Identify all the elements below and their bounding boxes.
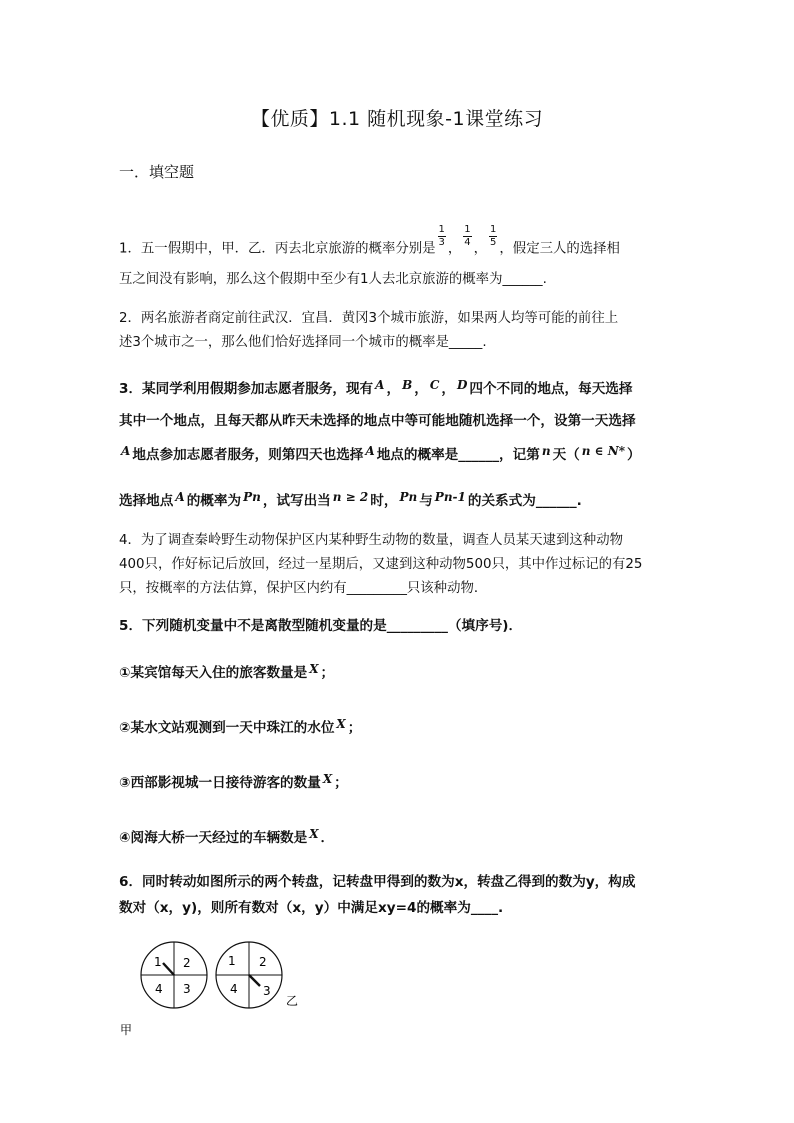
q1-sep-2: ， [473, 241, 488, 257]
spinner-figure [118, 933, 318, 1043]
spinner-left-pointer-icon [163, 963, 174, 975]
fraction-one-fourth: $\frac{1}{4}$ [464, 224, 471, 248]
spinner-left-number-1: 1 [154, 955, 162, 969]
fraction-one-fifth: $\frac{1}{5}$ [490, 224, 497, 248]
var-b: B [402, 378, 413, 392]
spinner-figure-svg [118, 933, 318, 1043]
var-x: X [309, 827, 319, 841]
question-2-line-2: 述3个城市之一，那么他们恰好选择同一个城市的概率是_____. [119, 335, 487, 350]
var-x: X [309, 662, 319, 676]
var-d: D [456, 378, 468, 392]
q1-sep-1: ， [447, 241, 462, 257]
q1-text-b: ，假定三人的选择相 [499, 241, 620, 257]
question-3-line-3: A 地点参加志愿者服务，则第四天也选择 A 地点的概率是______，记第 n 天（ n ∈ N* ） [121, 444, 641, 463]
question-3-line-1: 3．某同学利用假期参加志愿者服务，现有 A ， B ， C ， D 四个不同的地点，每天选择 [119, 378, 633, 397]
question-5-option-3: ③西部影视城一日接待游客的数量 X ； [119, 772, 348, 791]
var-x: X [322, 772, 333, 786]
q1-text-a: 1．五一假期中，甲．乙．丙去北京旅游的概率分别是 [119, 241, 436, 257]
condition-n-in-n: n ∈ N* [581, 444, 625, 458]
question-4-line-2: 400只，作好标记后放回，经过一星期后，又逮到这种动物500只，其中作过标记的有25 [119, 557, 643, 572]
var-a: A [121, 444, 131, 458]
question-5-option-2: ②某水文站观测到一天中珠江的水位 X ； [119, 717, 362, 736]
question-6-line-1: 6．同时转动如图所示的两个转盘，记转盘甲得到的数为x，转盘乙得到的数为y，构成 [119, 874, 636, 890]
spinner-right-number-3: 3 [263, 984, 271, 998]
fraction-one-third: $\frac{1}{3}$ [438, 224, 445, 248]
section-heading: 一．填空题 [119, 163, 195, 181]
var-a: A [375, 378, 385, 392]
spinner-left [120, 942, 207, 1037]
p-n: Pn [399, 490, 418, 504]
spinner-right-label: 乙 [286, 994, 299, 1008]
question-6-line-2: 数对（x，y)，则所有数对（x，y）中满足xy=4的概率为____. [119, 900, 504, 916]
question-4-line-1: 4．为了调查秦岭野生动物保护区内某种野生动物的数量，调查人员某天逮到这种动物 [119, 533, 623, 548]
spinner-left-label: 甲 [120, 1023, 133, 1037]
question-1-line-2: 互之间没有影响，那么这个假期中至少有1人去北京旅游的概率为______. [119, 272, 547, 287]
spinner-left-number-4: 4 [155, 982, 163, 996]
question-2-line-1: 2．两名旅游者商定前往武汉．宜昌．黄冈3个城市旅游，如果两人均等可能的前往上 [119, 311, 619, 326]
var-n: n [541, 444, 551, 458]
spinner-left-number-3: 3 [183, 982, 191, 996]
var-x: X [336, 717, 346, 731]
spinner-right [216, 942, 298, 1008]
var-a: A [175, 490, 185, 504]
condition-n-ge-2: n ≥ 2 [332, 490, 369, 504]
question-4-line-3: 只，按概率的方法估算，保护区内约有_________只该种动物． [119, 581, 488, 596]
question-3-line-4: 选择地点 A 的概率为 Pn ，试写出当 n ≥ 2 时， Pn 与 Pn-1 的关系式为______. [119, 490, 582, 509]
var-c: C [429, 378, 440, 392]
spinner-left-number-2: 2 [183, 956, 191, 970]
question-3-line-2: 其中一个地点，且每天都从昨天未选择的地点中等可能地随机选择一个，设第一天选择 [119, 413, 636, 429]
var-a: A [365, 444, 375, 458]
spinner-right-pointer-icon [249, 975, 260, 986]
question-5-option-4: ④阅海大桥一天经过的车辆数是 X ． [119, 827, 335, 846]
spinner-right-number-4: 4 [230, 982, 238, 996]
p-n-minus-1: Pn-1 [434, 490, 466, 504]
spinner-right-number-2: 2 [259, 955, 267, 969]
question-5-stem: 5．下列随机变量中不是离散型随机变量的是_________（填序号)． [119, 618, 523, 634]
question-1-line-1 [119, 224, 689, 262]
page-title: 【优质】1.1 随机现象-1课堂练习 [250, 108, 544, 130]
question-5-option-1: ①某宾馆每天入住的旅客数量是 X ； [119, 662, 335, 681]
p-n: Pn [243, 490, 261, 504]
spinner-right-number-1: 1 [228, 954, 236, 968]
